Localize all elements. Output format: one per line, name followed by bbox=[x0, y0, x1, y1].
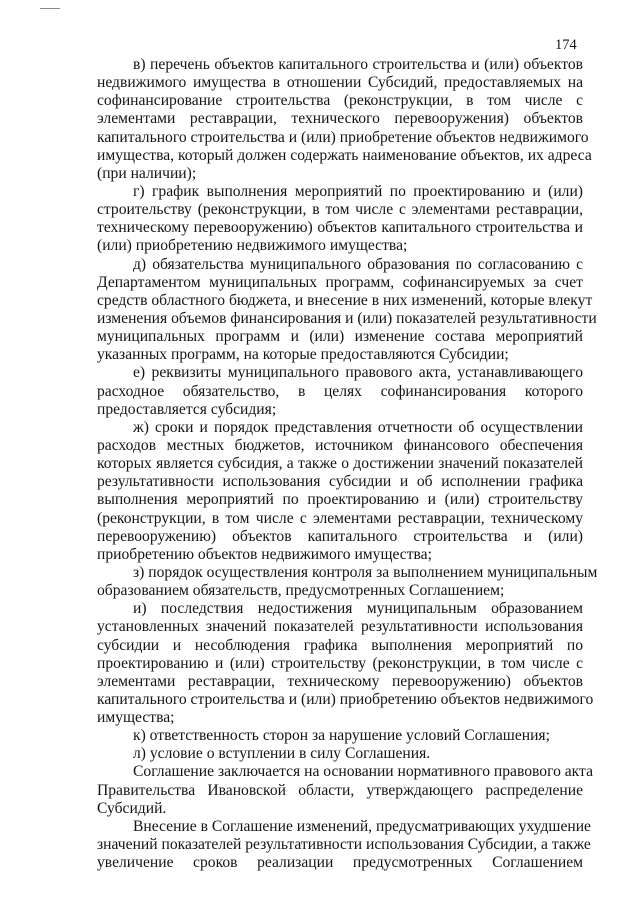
text-line: муниципальных программ и (или) изменение состава мероприятий bbox=[97, 328, 583, 346]
paragraph-item-d bbox=[97, 255, 597, 365]
text-line: установленных значений показателей результативности использования bbox=[97, 618, 583, 636]
text-line: ж) сроки и порядок представления отчетности об осуществлении bbox=[133, 418, 583, 436]
text-line: з) порядок осуществления контроля за выполнением муниципальным bbox=[133, 563, 598, 581]
paragraph-closing-2 bbox=[97, 817, 591, 872]
text-line: капитального строительства и (или) приобретению объектов недвижимого bbox=[97, 690, 594, 708]
text-line: результативности использования субсидии и об исполнении графика bbox=[97, 473, 583, 491]
text-line: (при наличии); bbox=[97, 164, 197, 182]
text-line: Правительства Ивановской области, утверждающего распределение bbox=[97, 781, 583, 799]
text-line: капитального строительства и (или) приобретение объектов недвижимого bbox=[97, 128, 589, 146]
paragraph-item-l bbox=[97, 745, 583, 763]
paragraph-item-i bbox=[97, 600, 594, 727]
text-line: е) реквизиты муниципального правового акта, устанавливающего bbox=[133, 364, 583, 382]
text-line: расходов местных бюджетов, источником финансового обеспечения bbox=[97, 436, 583, 454]
text-line: л) условие о вступлении в силу Соглашения. bbox=[133, 745, 431, 763]
text-line: имущества, который должен содержать наименование объектов, их адреса bbox=[97, 146, 592, 164]
text-line: выполнения мероприятий по проектированию и (или) строительству bbox=[97, 491, 583, 509]
text-line: перевооружению) объектов капитального строительства и (или) bbox=[97, 527, 583, 545]
text-line: изменения объемов финансирования и (или) показателей результативности bbox=[97, 309, 597, 327]
text-line: Соглашение заключается на основании нормативного правового акта bbox=[133, 763, 593, 781]
paragraph-closing-1 bbox=[97, 763, 593, 817]
text-line: г) график выполнения мероприятий по проектированию и (или) bbox=[133, 182, 583, 200]
text-line: к) ответственность сторон за нарушение условий Соглашения; bbox=[133, 727, 550, 745]
text-line: элементами реставрации, техническому перевооружению) объектов bbox=[97, 672, 583, 690]
text-line: Внесение в Соглашение изменений, предусматривающих ухудшение bbox=[133, 817, 591, 835]
text-line: Субсидий. bbox=[97, 799, 167, 817]
text-line: недвижимого имущества в отношении Субсидий, предоставляемых на bbox=[97, 74, 583, 92]
text-line: расходное обязательство, в целях софинансирования которого bbox=[97, 382, 583, 400]
text-line: образованием обязательств, предусмотренных Соглашением; bbox=[97, 582, 505, 600]
paragraph-item-zh bbox=[97, 419, 583, 564]
text-line: субсидии и несоблюдения графика выполнения мероприятий по bbox=[97, 636, 583, 654]
text-line: элементами реставрации, технического перевооружения) объектов bbox=[97, 110, 583, 128]
text-line: приобретению объектов недвижимого имущества; bbox=[97, 545, 432, 563]
paragraph-item-v bbox=[97, 56, 592, 183]
text-line: (реконструкции, в том числе с элементами реставрации, техническому bbox=[97, 509, 583, 527]
text-line: (или) приобретению недвижимого имущества; bbox=[97, 237, 408, 255]
paragraph-item-k bbox=[97, 727, 583, 745]
text-line: указанных программ, на которые предоставляются Субсидии; bbox=[97, 346, 509, 364]
text-line: Департаментом муниципальных программ, софинансируемых за счет bbox=[97, 273, 583, 291]
text-line: д) обязательства муниципального образования по согласованию с bbox=[133, 255, 583, 273]
paragraph-item-e bbox=[97, 364, 583, 418]
text-line: значений показателей результативности использования Субсидии, а также bbox=[97, 836, 591, 854]
text-line: софинансирование строительства (реконструкции, в том числе с bbox=[97, 92, 583, 110]
text-line: в) перечень объектов капитального строительства и (или) объектов bbox=[133, 56, 583, 73]
paragraph-item-g bbox=[97, 183, 583, 256]
text-line: проектированию и (или) строительству (реконструкции, в том числе с bbox=[97, 654, 583, 672]
text-line: увеличение сроков реализации предусмотренных Соглашением bbox=[97, 854, 583, 872]
text-line: строительству (реконструкции, в том числе с элементами реставрации, bbox=[97, 201, 583, 219]
text-line: имущества; bbox=[97, 709, 175, 727]
scan-mark bbox=[40, 8, 60, 9]
page-number: 174 bbox=[555, 37, 577, 53]
document-body bbox=[97, 56, 598, 872]
paragraph-item-z bbox=[97, 563, 598, 600]
text-line: и) последствия недостижения муниципальным образованием bbox=[133, 600, 583, 618]
text-line: предоставляется субсидия; bbox=[97, 400, 277, 418]
text-line: техническому перевооружению) объектов капитального строительства и bbox=[97, 219, 583, 237]
text-line: средств областного бюджета, и внесение в них изменений, которые влекут bbox=[97, 291, 593, 309]
text-line: которых является субсидия, а также о достижении значений показателей bbox=[97, 455, 583, 473]
